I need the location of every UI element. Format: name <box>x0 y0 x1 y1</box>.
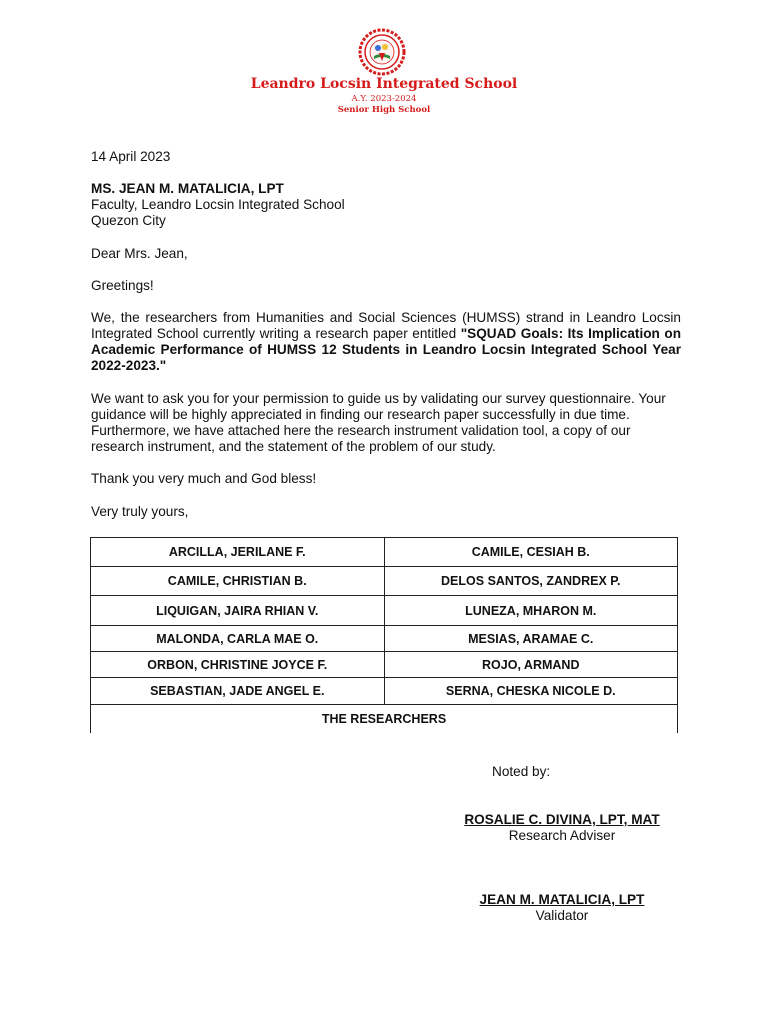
intro-paragraph <box>91 310 681 374</box>
recipient-city: Quezon City <box>91 213 166 228</box>
letter-date: 14 April 2023 <box>91 149 171 164</box>
researchers-label: THE RESEARCHERS <box>91 705 678 733</box>
researcher-row <box>91 567 678 596</box>
researcher-row <box>91 652 678 678</box>
recipient-position: Faculty, Leandro Locsin Integrated School <box>91 197 345 212</box>
closing-line: Very truly yours, <box>91 504 189 519</box>
recipient-name: MS. JEAN M. MATALICIA, LPT <box>91 181 284 196</box>
request-paragraph: We want to ask you for your permission to guide us by validating our survey questionnaire. Your guidance will be highly appreciated in finding our research paper successfully in due time. Furthermore, we have attached here the research instrument validation tool, a copy of our research instrument, and the statement of the problem of our study. <box>91 391 666 454</box>
recipient-address <box>91 181 681 229</box>
researcher-row <box>91 596 678 626</box>
noted-by-label: Noted by: <box>492 764 551 779</box>
researcher-name: ORBON, CHRISTINE JOYCE F. <box>91 652 385 678</box>
researcher-row <box>91 538 678 567</box>
validator-name: JEAN M. MATALICIA, LPT <box>479 892 645 907</box>
researcher-name: MALONDA, CARLA MAE O. <box>91 626 385 652</box>
validator-title: Validator <box>535 908 589 923</box>
researcher-name: LIQUIGAN, JAIRA RHIAN V. <box>91 596 385 626</box>
adviser-title: Research Adviser <box>508 828 616 843</box>
researcher-name: ROJO, ARMAND <box>384 652 678 678</box>
researcher-name: CAMILE, CESIAH B. <box>384 538 678 567</box>
adviser-signature-block <box>440 812 684 844</box>
researcher-name: LUNEZA, MHARON M. <box>384 596 678 626</box>
researcher-name: SEBASTIAN, JADE ANGEL E. <box>91 678 385 705</box>
researchers-table <box>90 537 678 733</box>
researcher-name: MESIAS, ARAMAE C. <box>384 626 678 652</box>
school-level: Senior High School <box>337 105 431 115</box>
salutation: Dear Mrs. Jean, <box>91 246 188 261</box>
researcher-name: SERNA, CHESKA NICOLE D. <box>384 678 678 705</box>
researchers-footer-row <box>91 705 678 733</box>
researcher-row <box>91 678 678 705</box>
intro-text: We, the researchers from Humanities and Social Sciences (HUMSS) strand in Leandro Locsin Integrated School currently writing a research paper entitled <box>91 310 681 341</box>
researcher-row <box>91 626 678 652</box>
researcher-name: DELOS SANTOS, ZANDREX P. <box>384 567 678 596</box>
researcher-name: ARCILLA, JERILANE F. <box>91 538 385 567</box>
academic-year: A.Y. 2023-2024 <box>351 94 417 104</box>
school-name: Leandro Locsin Integrated School <box>250 76 518 92</box>
school-seal-logo <box>352 28 412 76</box>
researcher-name: CAMILE, CHRISTIAN B. <box>91 567 385 596</box>
validator-signature-block <box>440 892 684 924</box>
thanks-line: Thank you very much and God bless! <box>91 471 317 486</box>
adviser-name: ROSALIE C. DIVINA, LPT, MAT <box>464 812 660 827</box>
research-title: "SQUAD Goals: Its Implication on Academic Performance of HUMSS 12 Students in Leandro Locsin Integrated School Year 2022-2023." <box>91 326 681 373</box>
greeting: Greetings! <box>91 278 154 293</box>
